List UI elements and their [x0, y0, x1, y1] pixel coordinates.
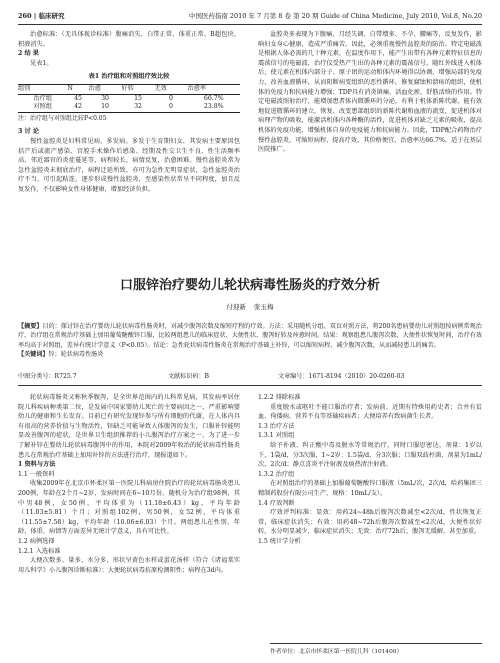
abstract-text: 目的：探讨锌在治疗婴幼儿轮状病毒性肠炎时，对减少腹泻次数及缩短疗程的疗效。方法：采用随机分组、双盲对照方法，将200名患病婴幼儿对照组按病例常规治疗，治疗组在常规治疗基础上加用葡萄糖酸锌口服，比较两组患儿的临床症状、大便性状、腹泻好转及痊愈时间。结果：观察组患儿腹泻次数、大便性状恢复时间，治疗有效率均高于对照组，差异有统计学意义（P<0.05）。结论：急性轮状病毒性肠炎在常规治疗基础上补锌，可以缩短病程，减少腹泻次数，从而减轻患儿的痛苦。: [18, 323, 482, 349]
section-heading: 1.2.2 排除标准: [258, 394, 301, 401]
keywords-text: 锌；轮状病毒性肠炎: [48, 350, 104, 358]
table-note: 注：治疗组与对照组比较P<0.05: [18, 114, 107, 122]
page-number-section: 260 | 临床研究: [18, 12, 65, 20]
table-header-cell: N: [68, 84, 89, 94]
body-paragraph: 疗效评判标准：显效：用药24~48h后腹泻次数减至<2次/d，性状恢复正常，临床症状消失；有效：用药48~72h后腹泻次数减至<2次/d，大便性状好转，水分明显减少，临床症状消失；无效：治疗72h后，腹泻无缓解，甚至加重。: [258, 509, 482, 536]
table-cell: 45: [74, 94, 82, 102]
body-paragraph: 轮状病毒肠炎又称秋季腹泻，是全世界范围内的儿科常见病，其发病率居住院儿科疾病种类第二位，是发展中国家婴幼儿死亡的主要病因之一，严重影响婴幼儿的健康和生长发育。目前已有研究发现锌参与所有细胞的代谢，在人体内具有很高的营养价值与生物活性，锌缺乏可能导致人体腹泻的发生，口服补锌能明显改善腹泻的症状，是世界卫生组织推荐的小儿腹泻治疗方案之一，为了进一步了解补锌在婴幼儿轮状病毒腹泻中的作用，本院对2009年收治的轮状病毒性肠炎患儿在常规治疗基础上加用补锌的方法进行治疗，现报道如下。: [18, 394, 240, 459]
article-left-column: [18, 393, 240, 575]
body-paragraph: 在对照组治疗的基础上加服葡萄糖酸锌口服液（5mL/次，2次/d，哈药集团三精制药股份有限公司生产，规格：10mL/支）。: [258, 480, 482, 497]
article-meta: [18, 372, 482, 382]
table-row: [18, 103, 240, 112]
body-paragraph: 盆腔炎多表现为下腹痛、月经失调、白带增多、不孕、腰痛等，反复发作，影响妇女身心健康，造成严重痛苦。因此，必须重视慢性盆腔炎的防治。特定电磁波是根据人体必需的几十种元素，在温度作用下，能产生出带有各种元素特征信息的震荡信号的电磁波，治疗仪受热产生出的各种元素的震荡信号，随红外线进入机体后，使元素在机体内部分子、原子团的运动和体内环境得以协调，增强局部的免疫力，改善血液循环，从而阻断病变组织的恶性循环，修复腐蚀和溃疡的组织，使机体的免疫力和抗病能力增强；TDP具有消炎镇痛、活血化瘀、舒筋活络的作用。特定电磁波照射治疗，能增加患者体内微循环的分泌，有利于机体新陈代谢，能有效地促进微循环的建立，恢复、改变患部组织的新陈代谢和血液的流变，促进机体对病理产物的吸收，能激活机体内各种酶的活性，促进机体对缺乏元素的吸收，提高机体的免疫功能，增强机体自身的免疫能力和抗病能力。因此，TDP配合药物治疗慢性盆腔炎，可缩短病程、提高疗效，其价格便宜，治愈率达66.7%，适于在基层医院推广。: [258, 31, 482, 154]
keywords-label: 【关键词】: [18, 350, 49, 358]
body-paragraph: 慢性盆腔炎是妇科常见病、多发病。多发于生育期妇女，其发病主要原因包括产后或流产感染、宫腔手术操作后感染、经期及性交卫生不良、性生活频率高、邻近器官的炎症蔓延等，病程较长，病情反复，治愈困难。慢性盆腔炎常为急性盆腔炎未彻底治疗，病程迁延所致，亦可为急性无明显症状，急性盆腔炎治疗不当，可引起粘连，逐步形成慢性盆腔炎，至感染性状常呈不同程度，加且反复发作，不仅影响女性身体健康，增加经济负担。: [18, 137, 240, 193]
article-number: 文章编号：1671-8194（2010）20-0260-03: [278, 373, 405, 380]
table-cell: 10: [89, 103, 122, 112]
table-cell: 23.8%: [188, 103, 240, 112]
table-cell: 32: [122, 103, 155, 112]
prev-article-right-column: [258, 30, 482, 155]
body-paragraph: 给予补液、纠正酸中毒及脱水等常规治疗，同时口服思密达，剂量：1岁以下，1袋/d，分3次服，1~2岁：1.5袋/d，分3次服；口服双歧杆菌，剂量为1mL/次，2次/d；静点喜炎平注射液及痰热清注射液。: [258, 441, 482, 469]
journal-citation: 中国医药指南 2010 年 7 月第 8 卷 第 20 期 Guide of China Medicine, July 2010, Vol.8, No.20: [188, 12, 482, 20]
body-paragraph: 大便次数多、量多、水分多，形状呈黄色水样或蛋花汤样（符合《诸福棠实用儿科学》小儿腹泻诊断标准）；大便轮状病毒抗原检测阳性；病程在3d内。: [18, 557, 240, 574]
author-affiliation-footnote: 作者单位：北京市怀柔区第一医院儿科（101400）: [270, 643, 482, 655]
body-paragraph: 收集2009年在北京市怀柔区第一医院儿科病房住院治疗的轮状病毒肠炎患儿200例，年龄在2个月~2岁，发病时间在6~10月份。随机分为治疗组98例，其中男48例，女50例，平均体重为（11.18±6.43）kg，平均年龄（11.03±5.81）个月；对照组102例，男50例，女52例，平均体重（11.55±7.58）kg，平均年龄（10.06±6.03）个月。两组患儿在性别、年龄、体重、病情等方面差异无统计学意义，具有可比性。: [18, 480, 240, 536]
article-title: 口服锌治疗婴幼儿轮状病毒性肠炎的疗效分析: [119, 278, 380, 293]
body-paragraph: 治愈标准：（无具体视诊标准）腹痛消失、白带正常、体重正常、B超包块、积液消失。: [18, 31, 240, 48]
table-row: [18, 94, 240, 103]
section-heading: 1.2.1 入选标准: [18, 547, 61, 555]
divider: [18, 385, 482, 386]
table-header-cell: 治愈: [89, 84, 122, 94]
article-authors: 付迎新 张玉梅: [226, 303, 274, 311]
section-heading: 2 结 果: [18, 50, 39, 58]
section-heading: 1.2 病例选择: [18, 537, 55, 545]
table-cell: 0: [169, 94, 173, 102]
results-table: [18, 84, 240, 113]
section-heading: 1.3.2 治疗组: [258, 470, 295, 478]
section-heading: 1 资料与方法: [18, 461, 56, 469]
table-cell: 15: [134, 94, 142, 102]
abstract-paragraph: [18, 322, 482, 350]
table-cell: 0: [155, 103, 188, 112]
body-paragraph: 重度脱水或呕吐不能口服治疗者；发病前、近期有特殊用药史者；合并有贫血、佝偻病、营养不良等基础疾病者；大便培养有致病菌生长者。: [258, 403, 482, 421]
section-heading: 1.4 疗效判断: [258, 499, 295, 507]
page-header: [18, 8, 482, 25]
abstract: [18, 322, 482, 359]
section-heading: 3 讨 论: [18, 128, 39, 136]
table-cell: 42: [68, 103, 89, 112]
table-cell: 66.7%: [203, 94, 224, 102]
table-caption: 表1 治疗组和对照组疗效比较: [88, 73, 170, 81]
section-heading: 1.1 一般资料: [18, 470, 55, 478]
prev-article-left-column: [18, 30, 240, 195]
keywords: [18, 350, 482, 359]
section-heading: 1.5 统计学分析: [258, 537, 301, 545]
table-header-cell: 好转: [122, 84, 155, 94]
table-header-cell: 治愈率: [188, 84, 240, 94]
abstract-label: 【摘要】: [18, 323, 43, 330]
body-paragraph: 见表1。: [30, 59, 53, 67]
table-cell: 对照组: [18, 103, 68, 112]
section-heading: 1.3 治疗方法: [258, 422, 295, 430]
clc-code: 中图分类号：R725.7: [18, 373, 77, 380]
document-code: 文献标识码：B: [168, 373, 210, 380]
article-right-column: [258, 393, 482, 547]
table-header-cell: 无效: [155, 84, 188, 94]
table-cell: 治疗组: [33, 94, 53, 102]
section-heading: 1.3.1 对照组: [258, 432, 295, 440]
table-cell: 30: [101, 94, 109, 102]
table-header-cell: 组别: [18, 84, 68, 94]
